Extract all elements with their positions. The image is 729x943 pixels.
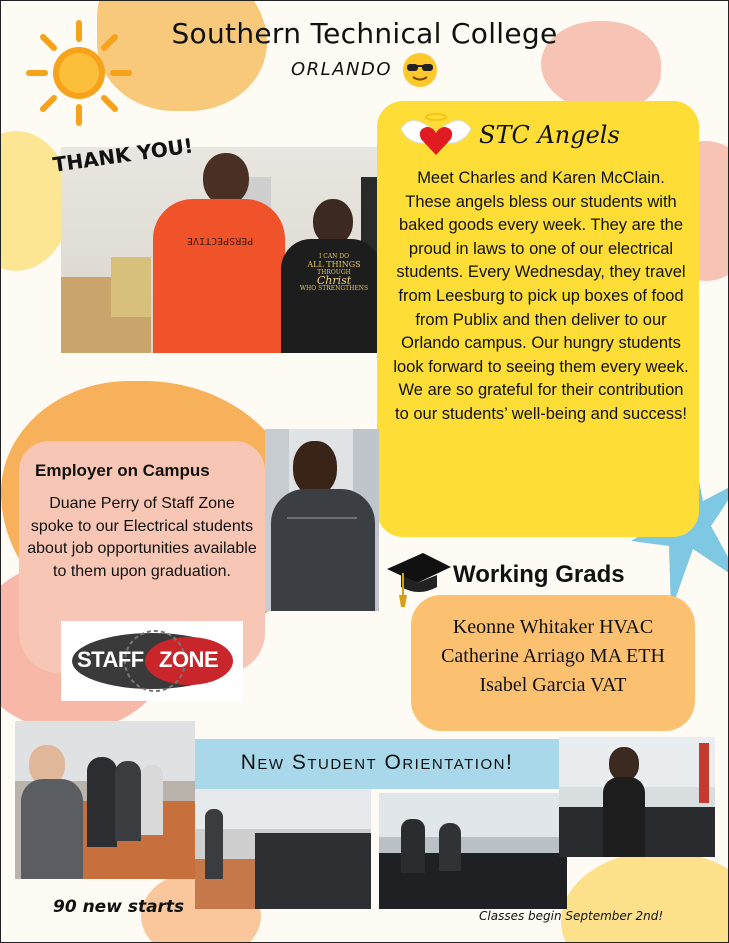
duane-perry-photo	[265, 429, 379, 611]
grad-item: Catherine Arriago MA ETH	[441, 645, 665, 667]
sunglasses-emoji-icon	[401, 51, 439, 89]
shirt-line-5: WHO STRENGTHENS	[299, 285, 369, 292]
shirt-line-2: ALL THINGS	[307, 260, 361, 269]
stc-angels-title: STC Angels	[479, 121, 620, 149]
grad-item: Keonne Whitaker HVAC	[452, 616, 654, 638]
working-grads-title: Working Grads	[453, 561, 625, 588]
staff-logo-text-left: STAFF	[77, 647, 144, 672]
shirt-line-3: THROUGH	[317, 269, 351, 276]
shirt-text-left: PERSPECTIVE	[187, 235, 254, 246]
classes-begin-note: Classes begin September 2nd!	[479, 909, 664, 923]
mcclain-photo	[61, 147, 383, 353]
staff-zone-logo	[61, 621, 243, 701]
employer-title: Employer on Campus	[35, 461, 210, 480]
working-grads-list	[411, 613, 695, 700]
employer-body: Duane Perry of Staff Zone spoke to our Electrical students about job opportunities available to them upon graduation.	[27, 495, 257, 580]
yellow-blob-bottom	[561, 851, 729, 943]
orientation-banner-text: New Student Orientation!	[240, 751, 514, 774]
orientation-photo-2	[195, 789, 371, 909]
page-title: Southern Technical College	[171, 17, 558, 50]
shirt-line-1: I CAN DO	[318, 253, 350, 260]
grad-item: Isabel Garcia VAT	[479, 674, 627, 696]
orientation-photo-4	[559, 737, 715, 857]
stc-angels-body: Meet Charles and Karen McClain. These angels bless our students with baked goods every week. They are the proud in laws to one of our electrical students. Every Wednesday, they travel from Leesburg to pick up boxes of food from Publix and then deliver to our Orlando campus. Our hungry students look forward to seeing them every week. We are so grateful for their contribution to our students’ well-being and success!	[393, 169, 689, 423]
page-subtitle: ORLANDO	[291, 59, 393, 80]
shirt-line-4: Christ	[316, 274, 352, 287]
orientation-photo-3	[379, 793, 567, 909]
angel-heart-icon	[397, 109, 475, 159]
staff-logo-text-right: ZONE	[159, 647, 219, 672]
new-starts-caption: 90 new starts	[53, 897, 185, 917]
thank-you-caption: THANK YOU!	[51, 133, 195, 177]
orientation-photo-1	[15, 721, 195, 879]
